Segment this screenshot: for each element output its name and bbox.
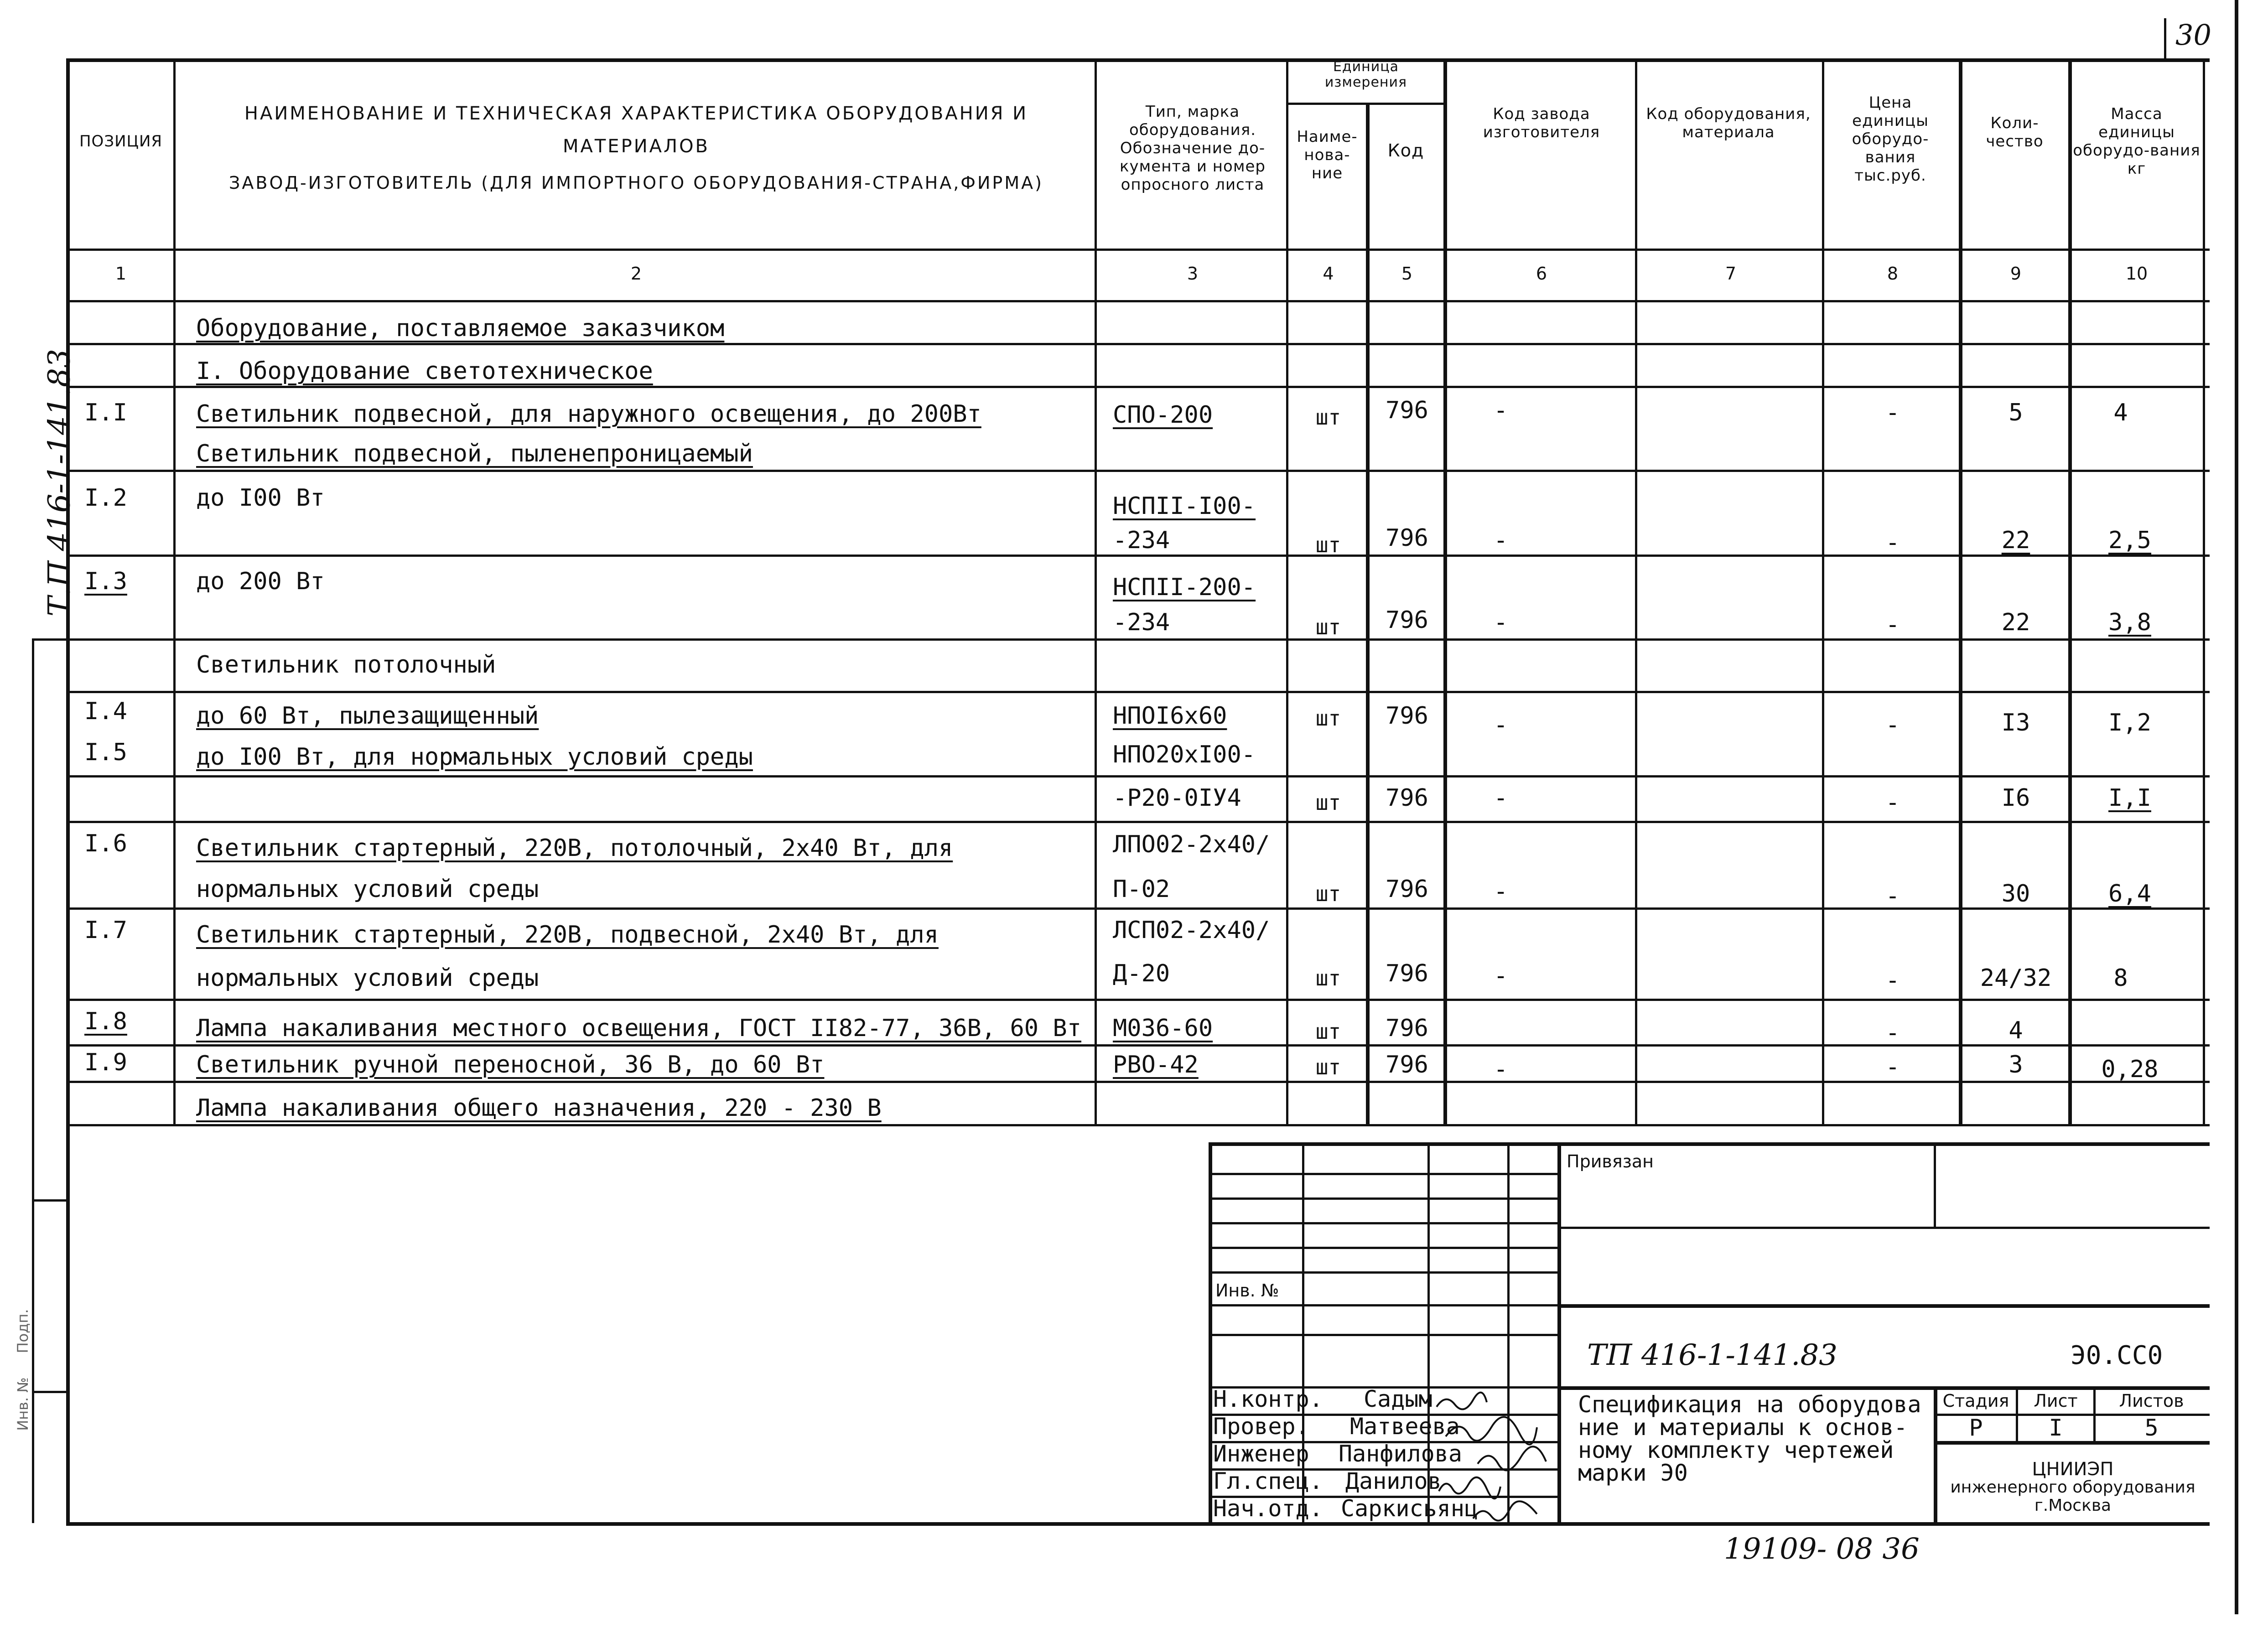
row-type: НСПII-200- [1113,574,1256,601]
signature-scribble-3 [1478,1446,1546,1470]
row-name: Светильник подвесной, пыленепроницаемый [196,440,753,467]
row-mass: 2,5 [2108,527,2151,554]
tb-sign-row [1209,1304,1557,1306]
row-mass: 3,8 [2108,609,2151,636]
side-label-inv: Инв. № [14,1377,31,1431]
col-number: 10 [2125,264,2148,284]
header-maker-code: Код завода изготовителя [1483,105,1600,141]
header-quantity: Коли-чество [1986,114,2044,150]
row-name: Светильник стартерный, 220В, подвесной, 2х40 Вт, для [196,921,939,948]
row-name: до I00 Вт, для нормальных условий среды [196,743,753,771]
row-name: нормальных условий среды [196,876,539,903]
row-name: до 60 Вт, пылезащищенный [196,702,539,730]
tb-bound-label: Привязан [1567,1151,1654,1171]
frame-bottom [66,1522,2210,1526]
row-code: 796 [1386,876,1428,903]
row-maker: - [1494,609,1508,636]
tb-description-2: ние и материалы к основ- [1578,1414,1908,1441]
bottom-number: 19109- 08 36 [1724,1532,1920,1566]
row-maker: - [1494,397,1508,424]
tb-sheet-header: Лист [2034,1391,2078,1411]
row-maker: - [1494,878,1508,905]
row-price: - [1885,1053,1900,1081]
row-position: I.9 [84,1049,127,1076]
row-qty: 30 [2001,880,2030,907]
row-price: - [1885,399,1900,426]
tb-sign-role: Инженер [1213,1441,1309,1467]
tb-sign-row [1209,1271,1557,1274]
row-line [66,691,2210,693]
row-position: I.6 [84,830,127,857]
col-line-2 [1095,58,1097,1124]
row-line [66,775,2210,777]
tb-code-bottom [1557,1386,2210,1390]
row-name: I. Оборудование светотехническое [196,358,653,385]
row-type: НПО20хI00- [1113,741,1256,768]
row-code: 796 [1386,702,1428,730]
row-qty: 4 [2009,1017,2023,1044]
row-qty: 24/32 [1980,964,2052,992]
row-type: -234 [1113,609,1170,636]
tb-sign-role: Н.контр. [1213,1386,1323,1412]
row-type: -Р20-0IУ4 [1113,784,1241,812]
row-unit: шт [1315,881,1341,906]
row-type: НПОI6х60 [1113,702,1227,730]
col-number: 3 [1187,264,1199,284]
row-unit: шт [1315,1055,1341,1079]
row-qty: 3 [2009,1051,2023,1078]
tb-doc-mark: Э0.СС0 [2071,1341,2163,1370]
tb-sign-row [1209,1173,1557,1175]
row-name: Оборудование, поставляемое заказчиком [196,315,725,342]
row-position: I.I [84,399,127,426]
row-price: - [1885,882,1900,910]
table-top-line [66,58,2210,62]
col-line-7 [1822,58,1824,1124]
row-name: Лампа накаливания общего назначения, 220 - 230 В [196,1094,882,1122]
header-name-line3: ЗАВОД-ИЗГОТОВИТЕЛЬ (ДЛЯ ИМПОРТНОГО ОБОРУДОВАНИЯ-СТРАНА,ФИРМА) [229,173,1043,193]
row-code: 796 [1386,1015,1428,1042]
signature-scribble-4 [1439,1477,1500,1499]
tb-sign-name: Панфилова [1339,1441,1462,1467]
header-unit-name: Наиме-нова-ние [1297,128,1358,182]
tb-description-3: ному комплекту чертежей [1578,1437,1894,1463]
tb-bound-divider [1934,1142,1936,1227]
row-position: I.7 [84,917,127,944]
header-name-line2: МАТЕРИАЛОВ [563,136,710,157]
header-type: Тип, марка оборудования. Обозначение до-кумента и номер опросного листа [1120,103,1266,194]
row-position: I.8 [84,1008,127,1035]
row-line [66,638,2210,641]
tb-top [1209,1142,2210,1146]
row-qty: 5 [2009,399,2023,426]
row-position: I.3 [84,568,127,595]
row-type: М036-60 [1113,1015,1213,1042]
col-number: 6 [1536,264,1547,284]
frame-right [2235,0,2238,1614]
row-name: Светильник стартерный, 220В, потолочный, 2х40 Вт, для [196,834,953,862]
row-name: до 200 Вт [196,568,325,595]
tb-stage-header: Стадия [1942,1391,2009,1411]
sheet-number-box-left [2164,18,2166,59]
tb-org-1: ЦНИИЭП [2032,1459,2114,1480]
sheet-number: 30 [2175,18,2211,52]
row-mass: 8 [2113,964,2128,992]
signature-scribble-1 [1437,1393,1487,1410]
side-strip-line [32,638,34,1523]
table-bottom-line [66,1124,2210,1126]
row-type: Д-20 [1113,960,1170,987]
row-code: 796 [1386,960,1428,987]
signature-scribble-5 [1473,1501,1537,1520]
row-code: 796 [1386,397,1428,424]
row-type: ЛСП02-2х40/ [1113,917,1270,944]
header-bottom-line [66,300,2210,302]
row-price: - [1885,611,1900,638]
row-maker: - [1494,527,1508,554]
row-unit: шт [1315,966,1341,990]
header-unit-group: Единица измерения [1324,59,1407,90]
row-name: до I00 Вт [196,484,325,512]
header-position: ПОЗИЦИЯ [79,132,162,150]
row-line [66,999,2210,1001]
row-type: СПО-200 [1113,401,1213,429]
tb-stage-value-line [1934,1441,2210,1445]
row-qty: I3 [2001,709,2030,736]
tb-project-code: ТП 416-1-141.83 [1587,1338,1837,1372]
tb-description-4: марки Э0 [1578,1460,1688,1486]
side-strip-tick-3 [32,1391,66,1393]
row-unit: шт [1315,533,1341,557]
row-qty: 22 [2001,527,2030,554]
tb-sheet-value: I [2049,1415,2063,1441]
tb-sign-name: Матвеева [1350,1413,1460,1440]
row-name: Лампа накаливания местного освещения, ГОСТ II82-77, 36В, 60 Вт [196,1015,1082,1042]
row-price: - [1885,1019,1900,1047]
signature-scribble-2 [1446,1417,1537,1444]
row-name: Светильник потолочный [196,651,496,679]
tb-sign-name: Садым [1364,1386,1432,1412]
row-mass: 0,28 [2101,1056,2159,1083]
row-type: -234 [1113,527,1170,554]
row-maker: - [1494,711,1508,739]
row-maker: - [1494,784,1508,812]
row-maker: - [1494,1056,1508,1083]
row-code: 796 [1386,1051,1428,1078]
row-code: 796 [1386,784,1428,812]
row-position: I.4 [84,698,127,725]
side-stamp: Т.П 416-1-141.83 [42,348,77,617]
row-price: - [1885,967,1900,994]
side-strip-tick-2 [32,1199,66,1202]
tb-sign-role: Нач.отд. [1213,1495,1323,1522]
header-name-line1: НАИМЕНОВАНИЕ И ТЕХНИЧЕСКАЯ ХАРАКТЕРИСТИКА ОБОРУДОВАНИЯ И [244,103,1028,124]
col-line-6 [1635,58,1637,1124]
row-mass: I,I [2108,784,2151,812]
tb-stage-value: Р [1969,1415,1983,1441]
row-unit: шт [1315,405,1341,430]
row-position: I.2 [84,484,127,512]
col-line-1 [173,58,176,1124]
row-unit: шт [1315,615,1341,639]
tb-sheets-header: Листов [2119,1391,2184,1411]
row-line [66,821,2210,823]
row-qty: 22 [2001,609,2030,636]
row-unit: шт [1315,706,1341,731]
tb-sign-row [1209,1197,1557,1200]
header-unit-code: Код [1387,140,1424,161]
col-number: 2 [630,264,642,284]
row-price: - [1885,711,1900,739]
col-number: 7 [1725,264,1737,284]
row-maker: - [1494,962,1508,990]
tb-org-3: г.Москва [2034,1496,2112,1515]
row-mass: I,2 [2108,709,2151,736]
row-code: 796 [1386,606,1428,634]
row-line [66,343,2210,345]
tb-code-top [1557,1304,2210,1308]
tb-bound-bottom [1557,1227,2210,1229]
row-line [66,470,2210,472]
side-label-sign: Подп. [14,1309,31,1353]
row-qty: I6 [2001,784,2030,812]
side-strip-tick-1 [32,638,66,641]
col-number: 4 [1323,264,1334,284]
row-price: - [1885,789,1900,816]
tb-description-1: Спецификация на оборудова [1578,1391,1921,1418]
row-name: Светильник ручной переносной, 36 В, до 60 Вт [196,1051,825,1078]
tb-main-divider [1557,1142,1561,1525]
tb-sign-role: Гл.спец. [1213,1468,1323,1494]
tb-sign-row [1209,1334,1557,1336]
header-price: Цена единицы оборудо-вания тыс.руб. [1852,93,1929,185]
row-price: - [1885,529,1900,556]
row-type: П-02 [1113,876,1170,903]
col-number: 8 [1887,264,1899,284]
tb-sign-name: Саркисьянц [1341,1495,1479,1522]
row-line [66,386,2210,388]
tb-org-2: инженерного оборудования [1950,1478,2195,1497]
row-unit: шт [1315,1019,1341,1044]
row-mass: 4 [2113,399,2128,426]
tb-sheets-value: 5 [2144,1415,2159,1441]
row-type: НСПII-I00- [1113,492,1256,520]
row-name: нормальных условий среды [196,964,539,992]
tb-sign-role: Провер. [1213,1413,1309,1440]
row-type: ЛПО02-2х40/ [1113,831,1270,858]
tb-sign-name: Данилов [1345,1468,1442,1494]
row-mass: 6,4 [2108,880,2151,907]
row-unit: шт [1315,790,1341,815]
header-number-line [66,249,2210,251]
col-number: 9 [2010,264,2022,284]
row-name: Светильник подвесной, для наружного освещения, до 200Вт [196,400,981,428]
signature-scribbles [1427,1386,1557,1523]
tb-inv-label: Инв. № [1215,1280,1279,1301]
header-equip-code: Код оборудования, материала [1646,105,1811,141]
header-mass: Масса единицы оборудо-вания кг [2073,105,2201,178]
row-type: РВО-42 [1113,1051,1199,1078]
col-line-10 [2203,58,2205,1124]
tb-sign-row [1209,1222,1557,1224]
row-position: I.5 [84,739,127,766]
unit-group-line [1286,103,1443,105]
row-code: 796 [1386,524,1428,552]
tb-sign-row [1209,1247,1557,1249]
col-number: 5 [1401,264,1413,284]
row-line [66,1081,2210,1083]
col-number: 1 [115,264,127,284]
